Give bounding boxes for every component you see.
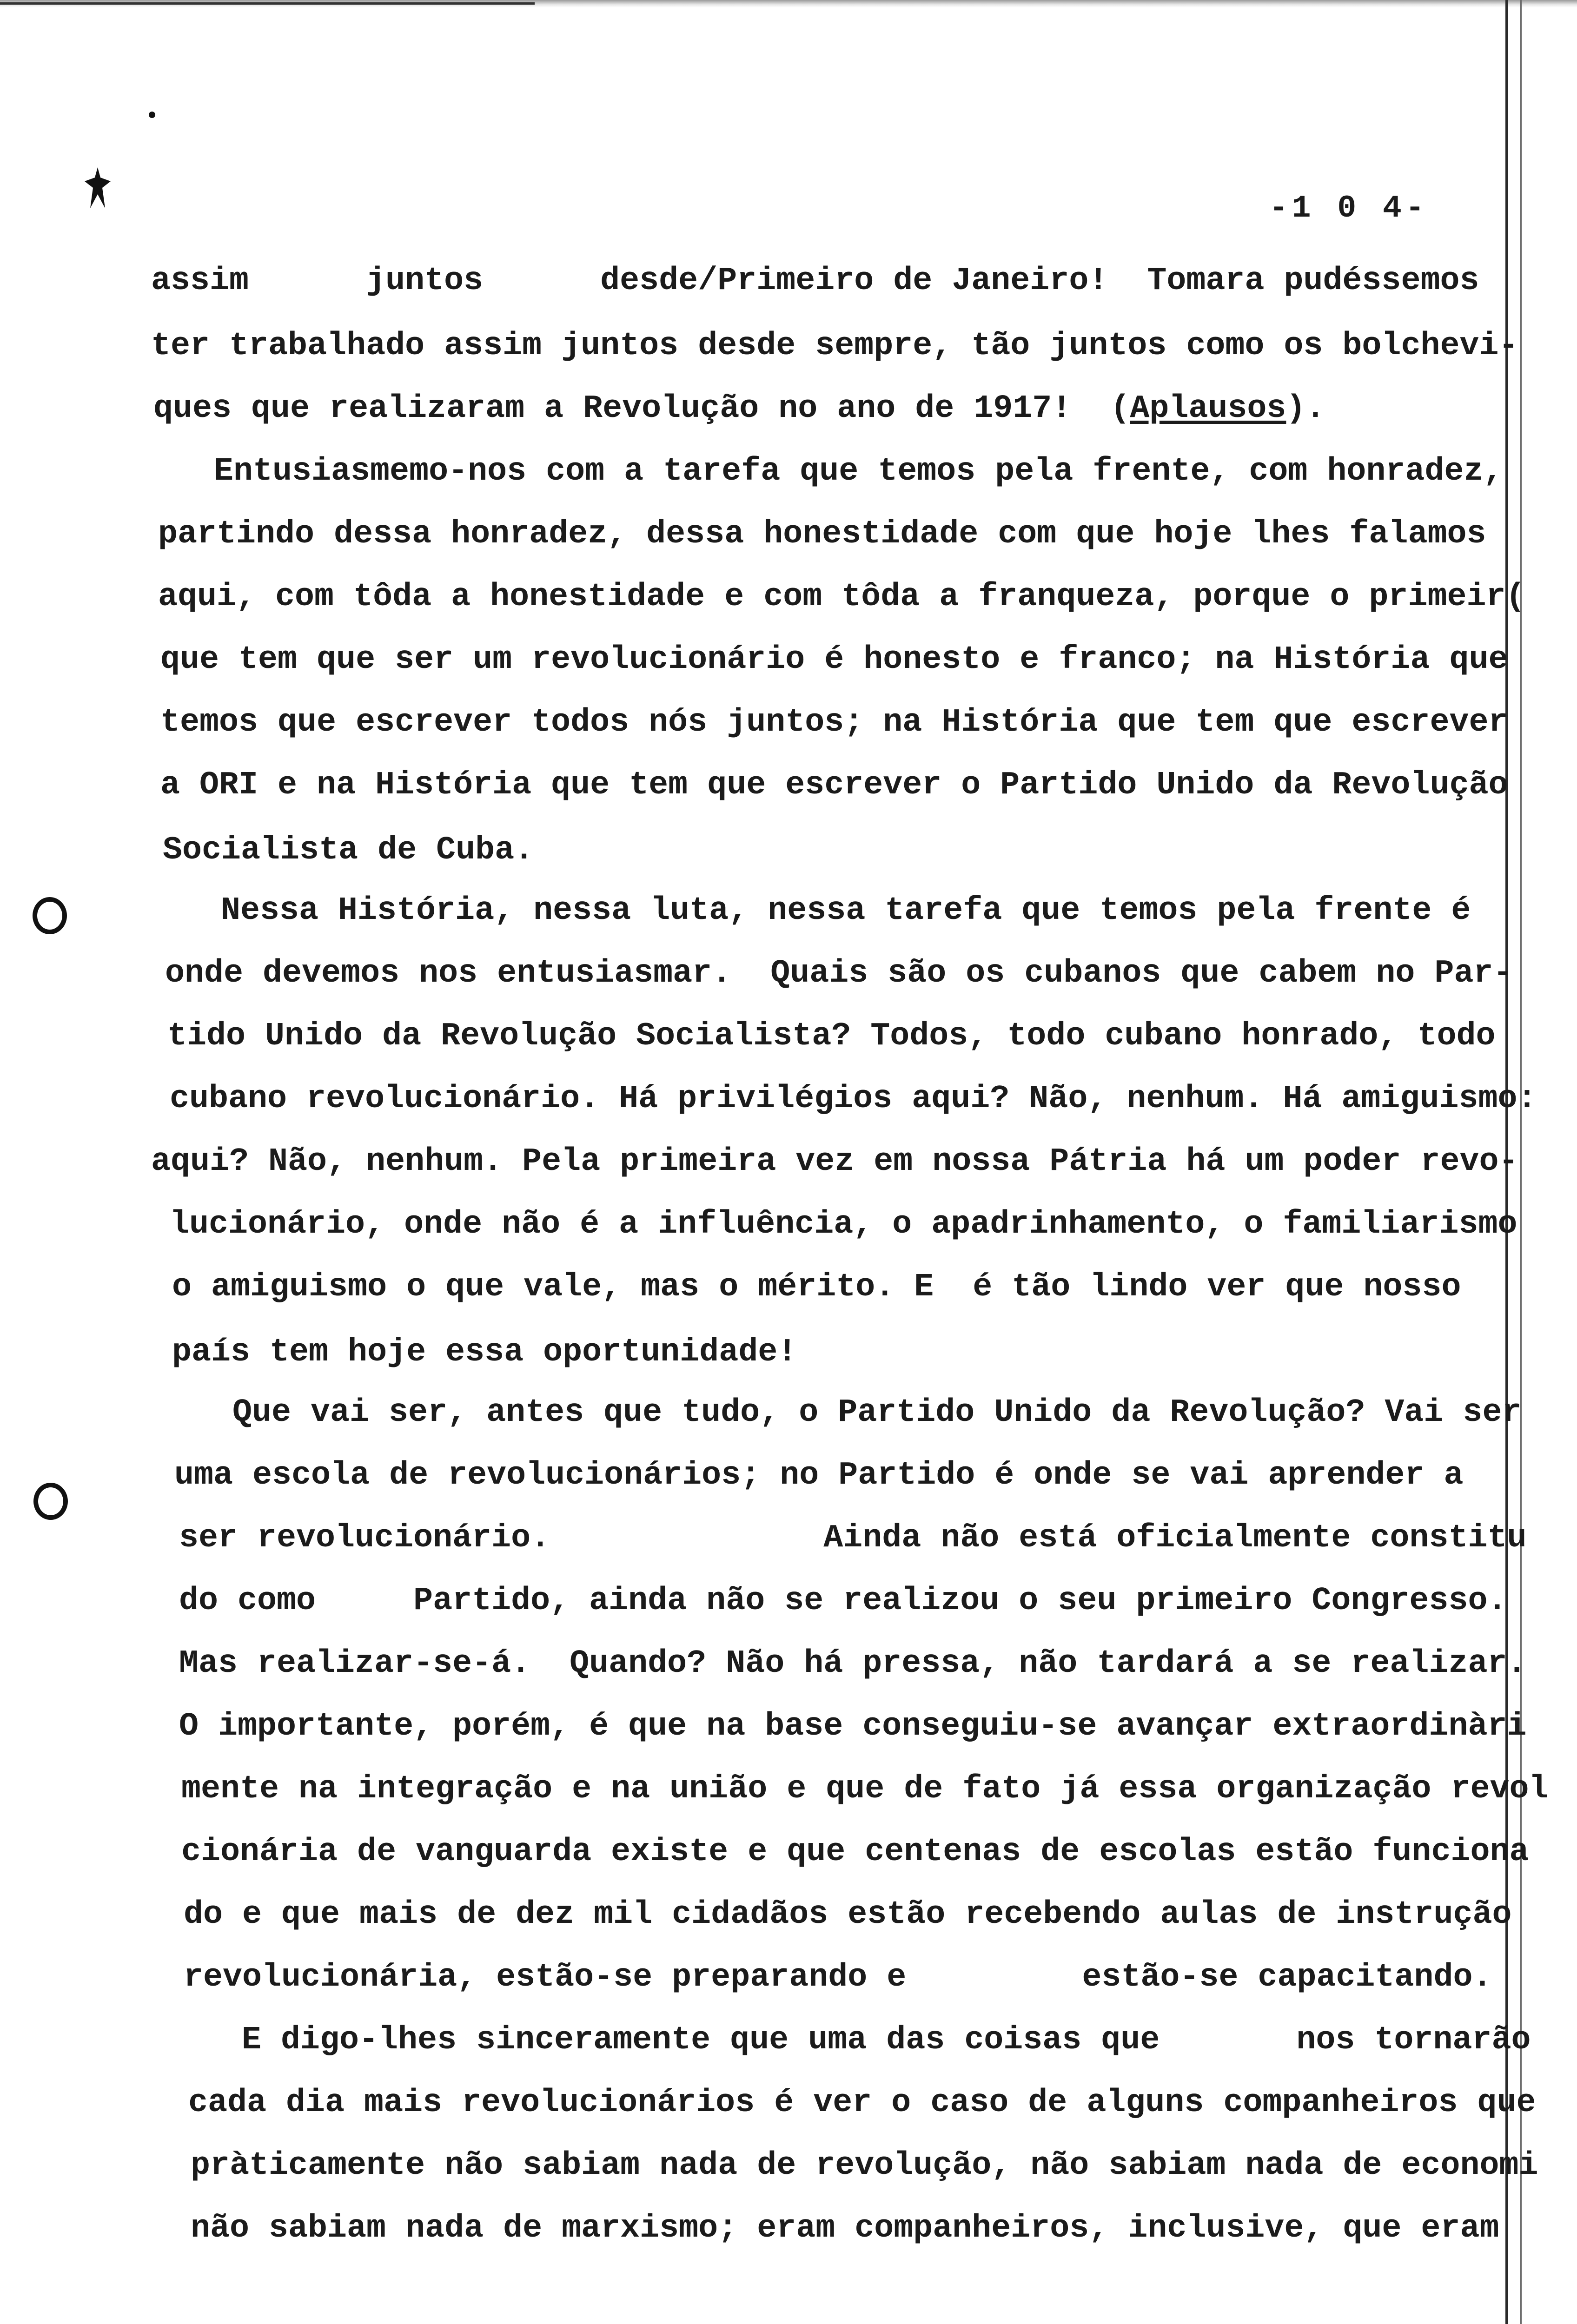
text-line-23: Mas realizar-se-á. Quando? Não há pressa, não tardará a se realizar. [179,1645,1527,1682]
text-line-06: aqui, com tôda a honestidade e com tôda a franqueza, porque o primeir( [158,579,1525,615]
text-line-27: do e que mais de dez mil cidadãos estão recebendo aulas de instrução [184,1896,1512,1933]
top-rule [0,2,535,5]
text-line-18: país tem hoje essa oportunidade! [172,1334,797,1371]
text-line-11: Nessa História, nessa luta, nessa tarefa que temos pela frente é [221,892,1471,929]
text-line-02: ter trabalhado assim juntos desde sempre, tão juntos como os bolchevi- [151,328,1518,364]
text-line-10: Socialista de Cuba. [163,832,534,869]
text-line-17: o amiguismo o que vale, mas o mérito. E é tão lindo ver que nosso [172,1269,1461,1306]
text-line-07: que tem que ser um revolucionário é honesto e franco; na História que [160,641,1508,678]
text-line-32: não sabiam nada de marxismo; eram companheiros, inclusive, que eram [191,2210,1499,2247]
text-line-31: pràticamente não sabiam nada de revolução, não sabiam nada de economi [191,2147,1538,2184]
ink-blot-mark [84,167,112,209]
punch-hole-lower [33,1483,68,1520]
text-line-15: aqui? Não, nenhum. Pela primeira vez em nossa Pátria há um poder revo- [151,1143,1518,1180]
text-line-05: partindo dessa honradez, dessa honestidade com que hoje lhes falamos [158,516,1486,553]
text-line-08: temos que escrever todos nós juntos; na História que tem que escrever [160,704,1508,741]
text-line-19: Que vai ser, antes que tudo, o Partido Unido da Revolução? Vai ser [232,1394,1522,1431]
text-line-26: cionária de vanguarda existe e que centenas de escolas estão funciona [181,1834,1529,1870]
text-line-21: ser revolucionário. Ainda não está oficialmente constitu [179,1520,1527,1557]
text-line-04: Entusiasmemo-nos com a tarefa que temos pela frente, com honradez, [214,453,1503,490]
text-line-20: uma escola de revolucionários; no Partido é onde se vai aprender a [174,1457,1464,1494]
text-line-12: onde devemos nos entusiasmar. Quais são os cubanos que cabem no Par- [165,955,1513,992]
text-line-16: lucionário, onde não é a influência, o apadrinhamento, o familiarismo [170,1206,1517,1243]
text-line-28: revolucionária, estão-se preparando e estão-se capacitando. [184,1959,1492,1996]
ink-speck [149,112,155,118]
text-line-25: mente na integração e na união e que de fato já essa organização revol [181,1771,1549,1808]
text-line-30: cada dia mais revolucionários é ver o caso de alguns companheiros que [188,2085,1536,2121]
text-line-14: cubano revolucionário. Há privilégios aqui? Não, nenhum. Há amiguismo: [170,1081,1537,1117]
applause-close: ). [1286,390,1325,427]
punch-hole-upper [33,897,67,934]
text-line-01: assim juntos desde/Primeiro de Janeiro! Tomara pudéssemos [151,263,1479,299]
text-line-03 [153,390,1325,428]
text-line-24: O importante, porém, é que na base conseguiu-se avançar extraordinàri [179,1708,1527,1745]
text-line-29: E digo-lhes sinceramente que uma das coisas que nos tornarão [242,2022,1531,2059]
right-margin-rule-2 [1520,0,1522,2324]
text-line-13: tido Unido da Revolução Socialista? Todos, todo cubano honrado, todo [167,1018,1496,1055]
text-line-22: do como Partido, ainda não se realizou o seu primeiro Congresso. [179,1583,1507,1619]
applause-note: Aplausos [1130,390,1286,427]
page-number: -1 0 4- [1269,191,1428,226]
text-line-09: a ORI e na História que tem que escrever o Partido Unido da Revolução [160,767,1508,804]
text-line-03-main: ques que realizaram a Revolução no ano de 1917! ( [153,390,1130,427]
